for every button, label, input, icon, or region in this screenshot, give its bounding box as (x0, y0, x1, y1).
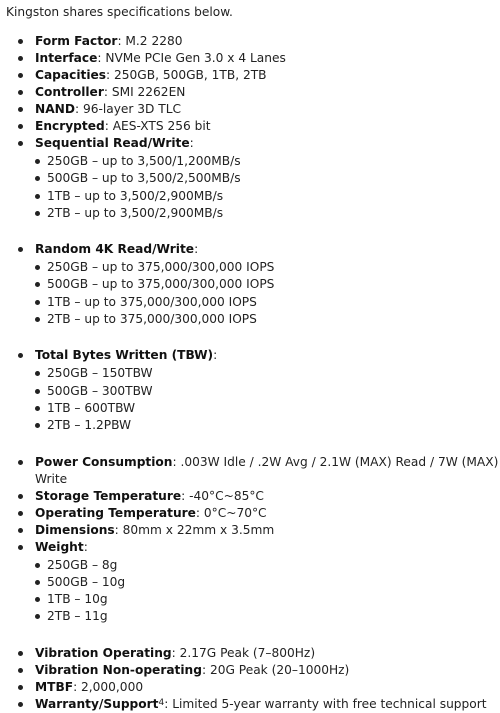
list-item: 500GB – up to 3,500/2,500MB/s (35, 170, 500, 187)
spec-separator: : (117, 34, 126, 48)
spec-value: 2.17G Peak (7–800Hz) (179, 645, 316, 660)
list-item: 1TB – 10g (35, 591, 500, 608)
spec-item-capacities (6, 67, 500, 84)
random-sublist (35, 259, 500, 328)
list-item: 1TB – 600TBW (35, 400, 500, 417)
spec-value: 20G Peak (20–1000Hz) (209, 662, 350, 677)
spec-item-vibration-nonoperating (6, 662, 500, 679)
spec-label: NAND (35, 102, 75, 116)
list-item: 2TB – up to 375,000/300,000 IOPS (35, 311, 500, 328)
spec-label: Weight (35, 539, 84, 554)
footnote-marker: 4 (158, 697, 165, 708)
spec-separator: : (171, 645, 180, 660)
spec-label: Form Factor (35, 34, 118, 48)
spec-item-nand (6, 101, 500, 118)
spec-label: Storage Temperature (35, 488, 182, 503)
spec-value: AES-XTS 256 bit (112, 119, 211, 133)
spec-separator: : (195, 505, 204, 520)
spec-item-interface (6, 50, 500, 67)
spec-item-operating-temp (6, 505, 500, 522)
list-item: 500GB – up to 375,000/300,000 IOPS (35, 276, 500, 293)
spec-value: 0°C~70°C (203, 505, 267, 520)
spec-separator: : (189, 136, 194, 150)
spec-label: Encrypted (35, 119, 105, 133)
spec-separator: : (181, 488, 190, 503)
spec-item-random (6, 241, 500, 347)
spec-value: 80mm x 22mm x 3.5mm (122, 522, 275, 537)
spec-value: 96-layer 3D TLC (82, 102, 182, 116)
spec-item-encrypted (6, 118, 500, 135)
spec-label: Dimensions (35, 522, 115, 537)
spec-value: M.2 2280 (125, 34, 183, 48)
spec-item-power (6, 454, 500, 488)
spec-label: Controller (35, 85, 104, 99)
list-item: 2TB – 1.2PBW (35, 417, 500, 434)
spec-separator: : (164, 696, 173, 711)
spec-label: Vibration Non-operating (35, 662, 202, 677)
spec-separator: : (103, 85, 112, 99)
list-item: 250GB – 8g (35, 557, 500, 574)
spec-separator: : (73, 679, 82, 694)
weight-sublist (35, 557, 500, 626)
spec-value: 250GB, 500GB, 1TB, 2TB (114, 68, 267, 82)
spec-separator: : (194, 242, 199, 257)
spec-item-vibration-operating (6, 645, 500, 662)
spec-separator: : (106, 68, 115, 82)
spec-label: Vibration Operating (35, 645, 172, 660)
spec-item-controller (6, 84, 500, 101)
tbw-sublist (35, 365, 500, 434)
spec-value: 2,000,000 (81, 679, 144, 694)
list-item: 500GB – 300TBW (35, 383, 500, 400)
spec-label: Random 4K Read/Write (35, 242, 195, 257)
spec-value: -40°C~85°C (189, 488, 264, 503)
spec-separator: : (97, 51, 106, 65)
spec-label: Warranty/Support (35, 696, 159, 711)
spec-separator: : (104, 119, 113, 133)
spec-separator: : (213, 348, 218, 363)
spec-label: Sequential Read/Write (35, 136, 190, 150)
spec-separator: : (172, 454, 181, 469)
list-item: 1TB – up to 375,000/300,000 IOPS (35, 294, 500, 311)
spec-label: Total Bytes Written (TBW) (35, 348, 214, 363)
spec-separator: : (114, 522, 123, 537)
spec-item-sequential (6, 135, 500, 241)
spec-value: NVMe PCIe Gen 3.0 x 4 Lanes (105, 51, 286, 65)
spec-separator: : (201, 662, 210, 677)
spec-label: Capacities (35, 68, 107, 82)
spacer (35, 435, 500, 454)
spec-value: Limited 5-year warranty with free technical support (172, 696, 487, 711)
spec-item-storage-temp (6, 488, 500, 505)
spec-item-warranty (6, 696, 500, 713)
intro-text: Kingston shares specifications below. (6, 5, 233, 19)
spec-item-dimensions (6, 522, 500, 539)
spacer (35, 328, 500, 347)
spec-item-tbw (6, 347, 500, 453)
spec-item-weight (6, 539, 500, 645)
list-item: 250GB – 150TBW (35, 365, 500, 382)
spec-label: Operating Temperature (35, 505, 196, 520)
list-item: 2TB – up to 3,500/2,900MB/s (35, 205, 500, 222)
list-item: 500GB – 10g (35, 574, 500, 591)
spacer (35, 626, 500, 645)
spec-label: Interface (35, 51, 98, 65)
spec-value: SMI 2262EN (111, 85, 186, 99)
spec-item-form-factor (6, 33, 500, 50)
spec-separator: : (74, 102, 83, 116)
spec-label: Power Consumption (35, 454, 173, 469)
list-item: 250GB – up to 3,500/1,200MB/s (35, 153, 500, 170)
spec-label: MTBF (35, 679, 74, 694)
sequential-sublist (35, 153, 500, 222)
spec-item-mtbf (6, 679, 500, 696)
spec-list (6, 33, 500, 713)
list-item: 2TB – 11g (35, 608, 500, 625)
spec-value: .003W Idle / .2W Avg / 2.1W (MAX) Read / 7W (MAX) Write (35, 454, 499, 486)
list-item: 250GB – up to 375,000/300,000 IOPS (35, 259, 500, 276)
list-item: 1TB – up to 3,500/2,900MB/s (35, 188, 500, 205)
spec-separator: : (83, 539, 88, 554)
spacer (35, 222, 500, 241)
